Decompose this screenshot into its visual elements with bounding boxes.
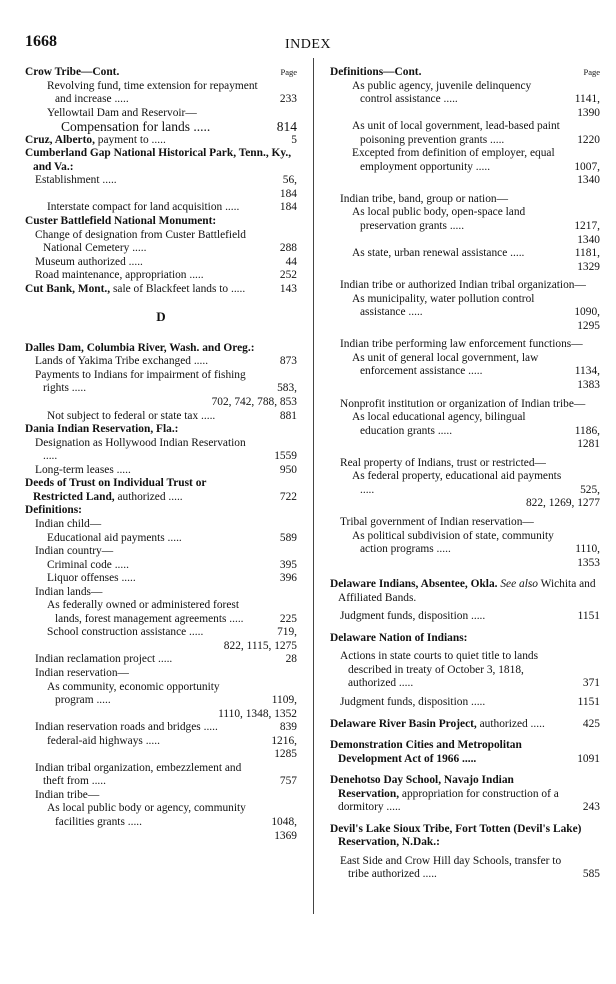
index-entry	[330, 352, 600, 379]
index-heading	[25, 342, 297, 356]
index-page-refs-continued: 1340	[577, 233, 600, 246]
index-entry-text: Long-term leases .....	[35, 463, 131, 476]
index-entry-text: Tribal government of Indian reservation—	[340, 515, 534, 528]
index-page-ref: 184	[279, 201, 297, 214]
index-entry	[25, 518, 297, 532]
index-page-ref: 371	[582, 677, 600, 690]
index-page-ref: 1151	[577, 695, 600, 708]
index-page-ref: 396	[279, 572, 297, 585]
index-page-ref: 5	[291, 133, 297, 146]
index-page-ref: 233	[279, 93, 297, 106]
index-entry-text: Road maintenance, appropriation .....	[35, 269, 204, 282]
index-entry-text: As unit of local government, lead-based paint poisoning prevention grants .....	[352, 120, 560, 146]
index-heading	[25, 147, 297, 174]
index-entry-text: Compensation for lands .....	[61, 119, 211, 135]
index-entry-text: Designation as Hollywood Indian Reservation .....	[35, 436, 246, 463]
index-heading	[25, 423, 297, 437]
index-page-ref: 583,	[277, 382, 297, 395]
index-entry	[25, 762, 297, 789]
index-entry	[25, 120, 297, 134]
index-entry-text: As federal property, educational aid payments .....	[352, 470, 562, 496]
index-heading	[25, 477, 297, 504]
index-page-refs-continued: 1329	[577, 260, 600, 273]
index-entry-text: Dalles Dam, Columbia River, Wash. and Oreg.:	[25, 341, 255, 354]
index-page-ref: 1007,	[574, 160, 600, 173]
index-entry-text: Yellowtail Dam and Reservoir—	[47, 106, 197, 119]
index-entry-text: East Side and Crow Hill day Schools, transfer to tribe authorized .....	[340, 854, 562, 881]
column-divider	[313, 58, 314, 914]
index-heading	[25, 504, 297, 518]
index-entry-text: Indian tribe, band, group or nation—	[340, 192, 508, 205]
index-page-refs-continued: 1383	[577, 379, 600, 392]
index-entry-text: Deeds of Trust on Individual Trust or Restricted Land, authorized .....	[25, 477, 207, 503]
index-entry-text: Indian tribe—	[35, 788, 100, 801]
index-heading	[330, 739, 600, 766]
index-entry-text: Lands of Yakima Tribe exchanged .....	[35, 355, 209, 368]
index-page-ref: 252	[279, 269, 297, 282]
index-heading	[330, 718, 600, 732]
index-entry-text: Delaware Indians, Absentee, Okla. See also Wichita and Affiliated Bands.	[330, 578, 596, 604]
index-entry-text: Indian reservation roads and bridges .....	[35, 721, 218, 734]
index-entry	[25, 667, 297, 681]
index-entry	[25, 355, 297, 369]
index-entry-text: Denehotso Day School, Navajo Indian Reservation, appropriation for construction of a dormitory .....	[330, 774, 559, 814]
index-heading	[330, 578, 600, 605]
index-page-ref: 1217,	[574, 220, 600, 233]
page-column-label: Page	[280, 67, 297, 77]
index-page-ref: 1216,	[271, 734, 297, 747]
index-entry	[330, 650, 600, 691]
index-page-ref: 44	[285, 255, 297, 268]
index-page-ref: 1181,	[574, 247, 600, 260]
index-entry	[25, 410, 297, 424]
index-entry-text: Indian child—	[35, 517, 102, 530]
index-page-ref: 143	[279, 282, 297, 295]
index-entry	[330, 147, 600, 174]
index-entry	[25, 586, 297, 600]
index-entry-text: Payments to Indians for impairment of fishing rights .....	[35, 368, 246, 395]
index-entry	[25, 789, 297, 803]
page-column-label: Page	[583, 67, 600, 77]
index-page-refs-continued: 184	[279, 187, 297, 200]
index-entry-text: Excepted from definition of employer, equal employment opportunity .....	[352, 147, 555, 173]
index-entry-text: Criminal code .....	[47, 558, 129, 571]
index-page-ref: 839	[279, 721, 297, 734]
index-entry	[330, 516, 600, 530]
index-entry-text: As unit of general local government, law enforcement assistance .....	[352, 351, 539, 378]
index-entry	[25, 559, 297, 573]
index-heading	[25, 66, 297, 80]
index-entry	[25, 802, 297, 829]
index-entry-text: As political subdivision of state, community action programs .....	[352, 529, 554, 556]
index-page-ref: 1110,	[575, 543, 600, 556]
index-entry	[330, 193, 600, 207]
index-entry-text: As federally owned or administered forest lands, forest management agreements .....	[47, 599, 244, 625]
index-column-left	[25, 66, 297, 843]
index-entry	[25, 721, 297, 735]
index-entry-text: As community, economic opportunity program .....	[47, 680, 220, 707]
index-entry	[25, 464, 297, 478]
index-page-ref: 525,	[580, 483, 600, 496]
index-page-ref: 1559	[274, 450, 297, 463]
index-page-ref: 56,	[282, 174, 297, 187]
index-page-ref: 950	[279, 463, 297, 476]
index-entry-text: Indian tribe performing law enforcement functions—	[340, 338, 583, 351]
index-entry	[25, 572, 297, 586]
index-entry	[25, 107, 297, 121]
index-entry	[25, 229, 297, 256]
index-entry-text: Demonstration Cities and Metropolitan Development Act of 1966 .....	[330, 739, 522, 765]
index-entry-text: Judgment funds, disposition .....	[340, 695, 486, 708]
index-entry	[25, 545, 297, 559]
index-entry	[25, 532, 297, 546]
running-head: INDEX	[284, 37, 332, 52]
index-entry	[25, 599, 297, 626]
index-page-ref: 1090,	[574, 306, 600, 319]
index-entry	[330, 338, 600, 352]
index-entry-text: Indian reclamation project .....	[35, 653, 173, 666]
index-page-ref: 757	[279, 775, 297, 788]
index-page-ref: 881	[279, 409, 297, 422]
index-entry	[25, 681, 297, 708]
index-entry	[25, 626, 297, 640]
index-page-ref: 873	[279, 355, 297, 368]
index-entry-text: federal-aid highways .....	[47, 734, 160, 747]
index-page-refs-continued: 1285	[274, 748, 297, 761]
index-entry-text: As public agency, juvenile delinquency control assistance .....	[352, 79, 532, 106]
index-heading	[25, 134, 297, 148]
index-entry-text: Change of designation from Custer Battlefield National Cemetery .....	[35, 228, 246, 255]
index-entry	[25, 735, 297, 749]
index-column-right	[330, 66, 600, 882]
index-page-ref: 1151	[577, 610, 600, 623]
index-entry-text: Judgment funds, disposition .....	[340, 610, 486, 623]
index-entry	[330, 855, 600, 882]
index-entry	[25, 80, 297, 107]
index-heading	[330, 66, 600, 80]
index-entry	[25, 269, 297, 283]
index-page-refs-continued: 822, 1115, 1275	[223, 639, 297, 652]
index-entry-text: Cut Bank, Mont., sale of Blackfeet lands to .....	[25, 282, 246, 295]
index-page-refs-continued: 1295	[577, 319, 600, 332]
index-heading	[330, 632, 600, 646]
index-entry-text: School construction assistance .....	[47, 626, 204, 639]
index-entry-text: As local public body or agency, community facilities grants .....	[47, 802, 246, 828]
index-page-ref: 1141,	[574, 93, 600, 106]
index-page-ref: 28	[285, 653, 297, 666]
index-page-ref: 1220	[577, 133, 600, 146]
index-entry-text: Indian reservation—	[35, 666, 129, 679]
index-entry-text: Definitions—Cont.	[330, 66, 422, 78]
index-entry	[330, 457, 600, 471]
index-entry-text: Dania Indian Reservation, Fla.:	[25, 423, 179, 436]
index-entry-text: As local educational agency, bilingual education grants .....	[352, 411, 526, 437]
index-page-refs-continued: 822, 1269, 1277	[525, 497, 600, 510]
index-heading	[330, 774, 600, 815]
index-page-ref: 395	[279, 558, 297, 571]
index-page-ref: 719,	[277, 626, 297, 639]
index-entry-text: Custer Battlefield National Monument:	[25, 215, 217, 228]
index-entry-text: As municipality, water pollution control assistance .....	[352, 292, 535, 319]
index-entry	[25, 174, 297, 188]
index-entry-text: As local public body, open-space land preservation grants .....	[352, 206, 526, 233]
index-entry	[330, 80, 600, 107]
index-page-refs-continued: 1390	[577, 106, 600, 119]
index-entry	[25, 201, 297, 215]
index-page-ref: 814	[276, 119, 297, 135]
index-entry-text: Establishment .....	[35, 174, 117, 187]
index-entry-text: Nonprofit institution or organization of Indian tribe—	[340, 397, 586, 410]
index-entry-text: Real property of Indians, trust or restricted—	[340, 456, 546, 469]
index-page-refs-continued: 1340	[577, 174, 600, 187]
index-entry	[330, 120, 600, 147]
index-entry	[330, 279, 600, 293]
index-entry-text: Revolving fund, time extension for repayment and increase .....	[47, 79, 258, 106]
index-entry	[330, 398, 600, 412]
index-entry	[25, 256, 297, 270]
index-entry-text: Educational aid payments .....	[47, 531, 182, 544]
index-entry-text: Delaware River Basin Project, authorized .....	[330, 717, 545, 730]
index-entry	[330, 411, 600, 438]
index-heading	[330, 823, 600, 850]
index-page-ref: 1109,	[271, 694, 297, 707]
index-entry-text: Definitions:	[25, 504, 82, 517]
index-entry-text: Actions in state courts to quiet title to lands described in treaty of October 3, 1818, authorized .....	[340, 650, 539, 690]
index-entry-text: Delaware Nation of Indians:	[330, 631, 468, 644]
index-entry-text: Indian tribe or authorized Indian tribal organization—	[340, 279, 586, 292]
index-page-ref: 425	[582, 717, 600, 730]
index-entry-text: Indian country—	[35, 545, 114, 558]
index-entry	[25, 437, 297, 464]
index-entry	[25, 653, 297, 667]
index-entry	[330, 247, 600, 261]
index-entry	[330, 470, 600, 497]
index-entry-text: Indian lands—	[35, 585, 103, 598]
index-page-ref: 243	[582, 801, 600, 814]
index-page-refs-continued: 1353	[577, 556, 600, 569]
index-entry	[330, 293, 600, 320]
index-page-ref: 722	[279, 490, 297, 503]
page-number: 1668	[25, 33, 57, 50]
index-entry	[330, 696, 600, 710]
index-page-ref: 1186,	[574, 424, 600, 437]
section-letter: D	[156, 309, 166, 325]
index-entry	[330, 610, 600, 624]
index-page-ref: 589	[279, 531, 297, 544]
index-entry	[330, 530, 600, 557]
index-page-refs-continued: 702, 742, 788, 853	[211, 396, 297, 409]
index-heading	[25, 215, 297, 229]
index-page-ref: 1091	[577, 752, 600, 765]
index-page-refs-continued: 1110, 1348, 1352	[218, 707, 297, 720]
index-entry	[25, 369, 297, 396]
index-entry-text: Indian tribal organization, embezzlement and theft from .....	[35, 761, 242, 788]
index-entry-text: Not subject to federal or state tax .....	[47, 409, 216, 422]
index-entry	[330, 206, 600, 233]
index-entry-text: Museum authorized .....	[35, 255, 143, 268]
index-entry-text: Liquor offenses .....	[47, 572, 136, 585]
index-entry-text: Crow Tribe—Cont.	[25, 66, 120, 78]
index-entry-text: Interstate compact for land acquisition .....	[47, 201, 240, 214]
index-page-refs-continued: 1369	[274, 829, 297, 842]
index-page-ref: 1048,	[271, 815, 297, 828]
index-page-refs-continued: 1281	[577, 438, 600, 451]
index-entry-text: As state, urban renewal assistance .....	[352, 247, 525, 260]
index-entry-text: Cruz, Alberto, payment to .....	[25, 133, 166, 146]
index-entry-text: Cumberland Gap National Historical Park, Tenn., Ky., and Va.:	[25, 147, 292, 173]
index-page-ref: 288	[279, 242, 297, 255]
index-page-ref: 225	[279, 612, 297, 625]
index-entry-text: Devil's Lake Sioux Tribe, Fort Totten (Devil's Lake) Reservation, N.Dak.:	[330, 822, 582, 849]
index-page-ref: 1134,	[574, 365, 600, 378]
index-page-ref: 585	[582, 868, 600, 881]
index-heading	[25, 283, 297, 297]
